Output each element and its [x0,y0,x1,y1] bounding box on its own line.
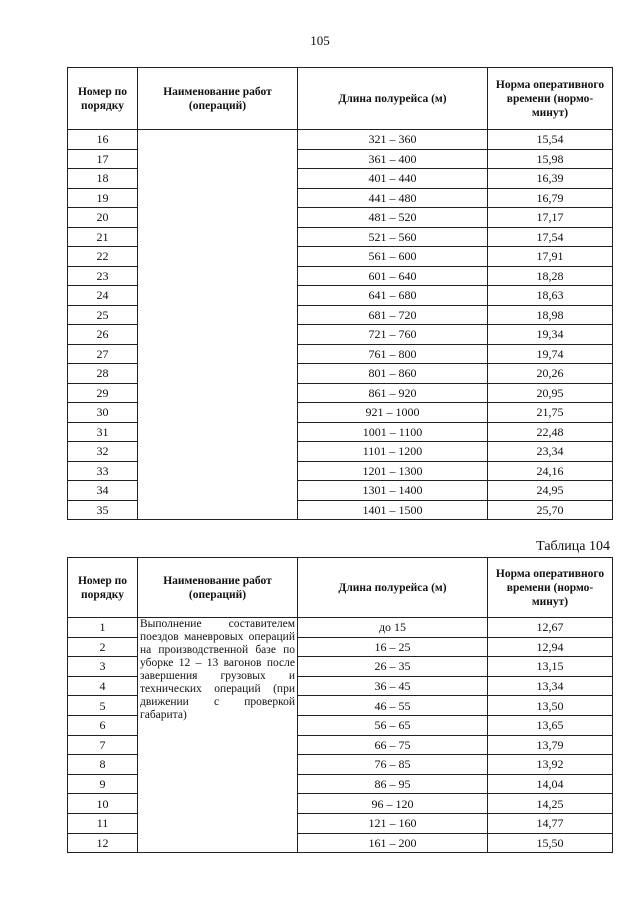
table-row [68,130,613,150]
cell-number: 2 [68,637,138,657]
norms-table-104 [67,557,613,853]
page-number: 105 [310,33,330,48]
cell-length: 321 – 360 [298,130,488,150]
table-caption: Таблица 104 [536,539,610,554]
header-length: Длина полурейса (м) [298,558,488,618]
cell-length: 441 – 480 [298,188,488,208]
cell-number: 18 [68,169,138,189]
header-operation: Наименование работ (операций) [138,68,298,130]
cell-norm: 19,74 [488,344,613,364]
cell-norm: 14,25 [488,794,613,814]
cell-number: 9 [68,774,138,794]
cell-length: 1201 – 1300 [298,461,488,481]
cell-number: 19 [68,188,138,208]
cell-length: 1101 – 1200 [298,442,488,462]
cell-length: 761 – 800 [298,344,488,364]
cell-length: 1301 – 1400 [298,481,488,501]
table-body [68,130,613,520]
cell-norm: 23,34 [488,442,613,462]
cell-length: 161 – 200 [298,833,488,853]
cell-operation: Выполнение составителем поездов маневровых операций на производственной базе по уборке 12 – 13 вагонов после завершения грузовых и технических операций (при движении с проверкой габарита) [138,618,298,853]
cell-length: 361 – 400 [298,149,488,169]
cell-length: 601 – 640 [298,266,488,286]
table-header-row [68,558,613,618]
table-body [68,618,613,853]
cell-norm: 15,98 [488,149,613,169]
cell-length: 721 – 760 [298,325,488,345]
cell-norm: 18,28 [488,266,613,286]
cell-number: 17 [68,149,138,169]
cell-length: 66 – 75 [298,735,488,755]
cell-number: 31 [68,422,138,442]
cell-length: 861 – 920 [298,383,488,403]
cell-number: 32 [68,442,138,462]
header-norm: Норма оперативного времени (нормо-минут) [488,68,613,130]
cell-number: 6 [68,715,138,735]
cell-number: 12 [68,833,138,853]
cell-norm: 12,67 [488,618,613,638]
cell-number: 20 [68,208,138,228]
header-length: Длина полурейса (м) [298,68,488,130]
cell-norm: 16,39 [488,169,613,189]
cell-length: 16 – 25 [298,637,488,657]
cell-length: 521 – 560 [298,227,488,247]
cell-number: 8 [68,755,138,775]
header-number: Номер по порядку [68,68,138,130]
cell-norm: 14,04 [488,774,613,794]
cell-length: 1401 – 1500 [298,500,488,520]
cell-norm: 20,26 [488,364,613,384]
cell-number: 26 [68,325,138,345]
cell-norm: 22,48 [488,422,613,442]
cell-number: 4 [68,676,138,696]
header-number: Номер по порядку [68,558,138,618]
cell-norm: 13,34 [488,676,613,696]
cell-norm: 18,63 [488,286,613,306]
cell-norm: 19,34 [488,325,613,345]
cell-norm: 15,50 [488,833,613,853]
cell-number: 23 [68,266,138,286]
cell-norm: 13,50 [488,696,613,716]
cell-number: 35 [68,500,138,520]
cell-length: 76 – 85 [298,755,488,775]
cell-number: 3 [68,657,138,677]
table-row [68,618,613,638]
cell-length: 46 – 55 [298,696,488,716]
cell-norm: 13,15 [488,657,613,677]
cell-norm: 17,54 [488,227,613,247]
cell-number: 27 [68,344,138,364]
cell-norm: 20,95 [488,383,613,403]
norms-table-continued [67,67,613,520]
cell-norm: 15,54 [488,130,613,150]
cell-number: 10 [68,794,138,814]
cell-number: 1 [68,618,138,638]
cell-norm: 13,65 [488,715,613,735]
header-norm: Норма оперативного времени (нормо-минут) [488,558,613,618]
cell-norm: 17,17 [488,208,613,228]
table-header-row [68,68,613,130]
cell-number: 33 [68,461,138,481]
cell-length: 56 – 65 [298,715,488,735]
cell-length: 641 – 680 [298,286,488,306]
cell-norm: 13,92 [488,755,613,775]
cell-number: 16 [68,130,138,150]
cell-length: 36 – 45 [298,676,488,696]
cell-number: 34 [68,481,138,501]
cell-number: 25 [68,305,138,325]
cell-number: 24 [68,286,138,306]
cell-length: 481 – 520 [298,208,488,228]
cell-number: 21 [68,227,138,247]
cell-length: до 15 [298,618,488,638]
cell-length: 681 – 720 [298,305,488,325]
cell-norm: 17,91 [488,247,613,267]
cell-operation [138,130,298,520]
cell-number: 30 [68,403,138,423]
cell-norm: 24,16 [488,461,613,481]
cell-length: 1001 – 1100 [298,422,488,442]
cell-length: 96 – 120 [298,794,488,814]
cell-length: 801 – 860 [298,364,488,384]
cell-length: 401 – 440 [298,169,488,189]
cell-norm: 14,77 [488,813,613,833]
cell-norm: 24,95 [488,481,613,501]
cell-norm: 12,94 [488,637,613,657]
cell-length: 921 – 1000 [298,403,488,423]
header-operation: Наименование работ (операций) [138,558,298,618]
cell-length: 26 – 35 [298,657,488,677]
cell-number: 11 [68,813,138,833]
cell-norm: 16,79 [488,188,613,208]
cell-norm: 18,98 [488,305,613,325]
cell-norm: 13,79 [488,735,613,755]
cell-number: 22 [68,247,138,267]
cell-number: 5 [68,696,138,716]
cell-number: 28 [68,364,138,384]
cell-norm: 25,70 [488,500,613,520]
cell-number: 29 [68,383,138,403]
cell-length: 86 – 95 [298,774,488,794]
cell-length: 561 – 600 [298,247,488,267]
cell-norm: 21,75 [488,403,613,423]
cell-number: 7 [68,735,138,755]
cell-length: 121 – 160 [298,813,488,833]
